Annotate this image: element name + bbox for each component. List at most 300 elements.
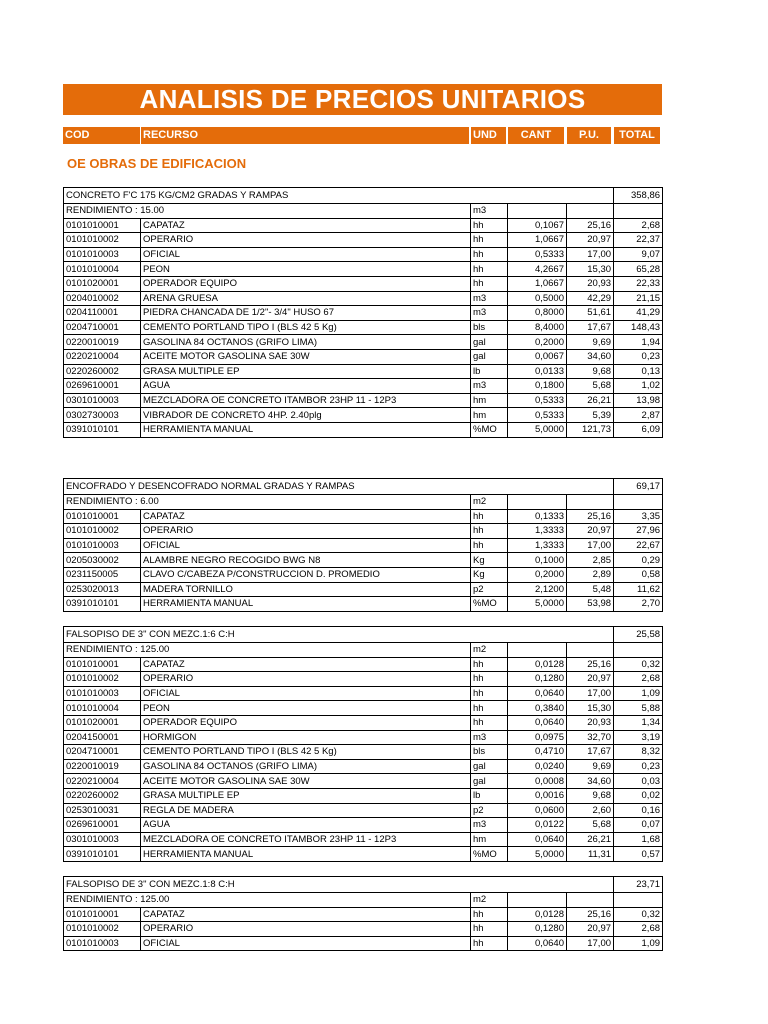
empty-cell xyxy=(614,495,663,510)
cell-pu: 20,97 xyxy=(567,524,614,539)
cell-cod: 0101010001 xyxy=(64,657,141,672)
cell-recurso: OFICIAL xyxy=(141,538,471,553)
cell-cod: 0101010002 xyxy=(64,922,141,937)
cell-recurso: CAPATAZ xyxy=(141,218,471,233)
column-header-und: UND xyxy=(471,127,506,144)
cell-total: 22,33 xyxy=(614,276,663,291)
cell-total: 0,23 xyxy=(614,349,663,364)
cell-cant: 0,5333 xyxy=(508,408,567,423)
cell-recurso: GASOLINA 84 OCTANOS (GRIFO LIMA) xyxy=(141,759,471,774)
empty-cell xyxy=(567,204,614,219)
cell-cant: 1,3333 xyxy=(508,524,567,539)
column-header-cant: CANT xyxy=(508,127,564,144)
cell-total: 2,87 xyxy=(614,408,663,423)
cell-cant: 5,0000 xyxy=(508,597,567,612)
cell-total: 1,94 xyxy=(614,335,663,350)
cell-pu: 15,30 xyxy=(567,262,614,277)
cell-und: m3 xyxy=(471,291,508,306)
cell-total: 0,07 xyxy=(614,818,663,833)
table-row xyxy=(64,788,663,803)
rendimiento-row xyxy=(64,495,663,510)
table-row xyxy=(64,233,663,248)
cell-pu: 25,16 xyxy=(567,509,614,524)
cell-cod: 0101010003 xyxy=(64,247,141,262)
cell-cant: 0,0640 xyxy=(508,936,567,951)
cell-total: 9,07 xyxy=(614,247,663,262)
cell-pu: 17,00 xyxy=(567,686,614,701)
empty-cell xyxy=(567,495,614,510)
rendimiento-row xyxy=(64,643,663,658)
table-row xyxy=(64,922,663,937)
cell-cod: 0204710001 xyxy=(64,745,141,760)
cell-cod: 0204710001 xyxy=(64,320,141,335)
cell-cod: 0101010001 xyxy=(64,509,141,524)
cell-und: lb xyxy=(471,364,508,379)
cell-cant: 0,1280 xyxy=(508,922,567,937)
cell-cant: 0,4710 xyxy=(508,745,567,760)
block-total: 25,58 xyxy=(614,627,663,643)
cell-cant: 0,5333 xyxy=(508,247,567,262)
cell-recurso: AGUA xyxy=(141,818,471,833)
cell-und: hh xyxy=(471,247,508,262)
cell-pu: 5,68 xyxy=(567,379,614,394)
cell-cant: 0,1333 xyxy=(508,509,567,524)
cell-und: hh xyxy=(471,922,508,937)
rendimiento-row xyxy=(64,204,663,219)
cell-und: hh xyxy=(471,686,508,701)
cell-total: 2,68 xyxy=(614,922,663,937)
cell-cant: 0,5333 xyxy=(508,393,567,408)
cell-pu: 17,00 xyxy=(567,247,614,262)
cell-total: 5,88 xyxy=(614,701,663,716)
table-row xyxy=(64,597,663,612)
cell-und: hh xyxy=(471,907,508,922)
cell-und: gal xyxy=(471,335,508,350)
cell-und: hh xyxy=(471,233,508,248)
cell-cod: 0220210004 xyxy=(64,774,141,789)
cell-total: 65,28 xyxy=(614,262,663,277)
table-row xyxy=(64,672,663,687)
cell-und: hh xyxy=(471,509,508,524)
cell-und: hm xyxy=(471,832,508,847)
table-row xyxy=(64,364,663,379)
cell-total: 2,68 xyxy=(614,218,663,233)
cell-total: 0,29 xyxy=(614,553,663,568)
page-title: ANALISIS DE PRECIOS UNITARIOS xyxy=(63,84,662,115)
cell-recurso: CAPATAZ xyxy=(141,657,471,672)
table-row xyxy=(64,847,663,862)
cell-und: gal xyxy=(471,349,508,364)
cell-recurso: GRASA MULTIPLE EP xyxy=(141,788,471,803)
table-row xyxy=(64,936,663,951)
cell-cod: 0204110001 xyxy=(64,306,141,321)
cell-cod: 0231150005 xyxy=(64,567,141,582)
column-header-cod: COD xyxy=(63,127,140,144)
cell-und: bls xyxy=(471,745,508,760)
cell-recurso: ACEITE MOTOR GASOLINA SAE 30W xyxy=(141,774,471,789)
cell-cod: 0253010031 xyxy=(64,803,141,818)
cell-cant: 0,0600 xyxy=(508,803,567,818)
cell-cod: 0101010002 xyxy=(64,524,141,539)
analysis-block xyxy=(63,626,662,862)
cell-cod: 0220010019 xyxy=(64,335,141,350)
cell-und: m3 xyxy=(471,306,508,321)
empty-cell xyxy=(567,893,614,908)
cell-total: 27,96 xyxy=(614,524,663,539)
cell-cant: 0,0122 xyxy=(508,818,567,833)
cell-cant: 0,0128 xyxy=(508,657,567,672)
cell-cod: 0101010003 xyxy=(64,538,141,553)
cell-cod: 0301010003 xyxy=(64,832,141,847)
cell-pu: 17,67 xyxy=(567,745,614,760)
cell-pu: 20,93 xyxy=(567,276,614,291)
cell-recurso: PEON xyxy=(141,701,471,716)
cell-pu: 32,70 xyxy=(567,730,614,745)
cell-cant: 0,2000 xyxy=(508,567,567,582)
table-row xyxy=(64,759,663,774)
cell-total: 13,98 xyxy=(614,393,663,408)
analysis-block xyxy=(63,187,662,438)
table-row xyxy=(64,538,663,553)
cell-und: gal xyxy=(471,759,508,774)
table-row xyxy=(64,379,663,394)
block-total: 69,17 xyxy=(614,479,663,495)
cell-recurso: OFICIAL xyxy=(141,686,471,701)
cell-cod: 0253020013 xyxy=(64,582,141,597)
rendimiento-unit: m2 xyxy=(471,495,508,510)
rendimiento-label: RENDIMIENTO : 125.00 xyxy=(64,643,471,658)
column-header-pu: P.U. xyxy=(567,127,611,144)
section-title: OE OBRAS DE EDIFICACION xyxy=(67,156,247,171)
cell-pu: 26,21 xyxy=(567,832,614,847)
cell-cod: 0101010002 xyxy=(64,672,141,687)
cell-cant: 0,0128 xyxy=(508,907,567,922)
cell-total: 3,35 xyxy=(614,509,663,524)
cell-und: p2 xyxy=(471,582,508,597)
block-title-row xyxy=(64,877,663,893)
table-row xyxy=(64,832,663,847)
cell-cod: 0220260002 xyxy=(64,788,141,803)
cell-cant: 0,0016 xyxy=(508,788,567,803)
cell-recurso: OPERARIO xyxy=(141,672,471,687)
cell-cod: 0302730003 xyxy=(64,408,141,423)
cell-und: %MO xyxy=(471,847,508,862)
cell-total: 21,15 xyxy=(614,291,663,306)
cell-total: 1,09 xyxy=(614,936,663,951)
cell-und: hh xyxy=(471,276,508,291)
cell-cant: 0,0240 xyxy=(508,759,567,774)
cell-und: m3 xyxy=(471,730,508,745)
analysis-table xyxy=(63,626,663,862)
cell-pu: 34,60 xyxy=(567,349,614,364)
cell-total: 0,32 xyxy=(614,657,663,672)
block-total: 358,86 xyxy=(614,188,663,204)
cell-und: hh xyxy=(471,936,508,951)
cell-pu: 9,69 xyxy=(567,335,614,350)
table-row xyxy=(64,335,663,350)
cell-recurso: ALAMBRE NEGRO RECOGIDO BWG N8 xyxy=(141,553,471,568)
cell-pu: 17,00 xyxy=(567,538,614,553)
cell-und: m3 xyxy=(471,379,508,394)
cell-recurso: CLAVO C/CABEZA P/CONSTRUCCION D. PROMEDIO xyxy=(141,567,471,582)
cell-recurso: CEMENTO PORTLAND TIPO I (BLS 42 5 Kg) xyxy=(141,320,471,335)
empty-cell xyxy=(614,893,663,908)
cell-und: hh xyxy=(471,262,508,277)
cell-recurso: OFICIAL xyxy=(141,247,471,262)
cell-und: Kg xyxy=(471,553,508,568)
cell-total: 0,16 xyxy=(614,803,663,818)
cell-cant: 1,0667 xyxy=(508,276,567,291)
cell-total: 3,19 xyxy=(614,730,663,745)
cell-total: 0,58 xyxy=(614,567,663,582)
cell-pu: 5,68 xyxy=(567,818,614,833)
cell-pu: 9,69 xyxy=(567,759,614,774)
cell-cant: 0,3840 xyxy=(508,701,567,716)
cell-cant: 8,4000 xyxy=(508,320,567,335)
cell-pu: 20,93 xyxy=(567,715,614,730)
cell-cod: 0220210004 xyxy=(64,349,141,364)
cell-pu: 17,67 xyxy=(567,320,614,335)
empty-cell xyxy=(614,204,663,219)
cell-total: 148,43 xyxy=(614,320,663,335)
cell-total: 1,68 xyxy=(614,832,663,847)
cell-und: hh xyxy=(471,538,508,553)
analysis-table xyxy=(63,187,663,438)
cell-total: 1,02 xyxy=(614,379,663,394)
cell-und: p2 xyxy=(471,803,508,818)
cell-cant: 0,0008 xyxy=(508,774,567,789)
empty-cell xyxy=(508,495,567,510)
table-row xyxy=(64,907,663,922)
table-row xyxy=(64,509,663,524)
cell-und: hh xyxy=(471,524,508,539)
cell-cod: 0101020001 xyxy=(64,276,141,291)
cell-cant: 5,0000 xyxy=(508,847,567,862)
table-row xyxy=(64,408,663,423)
cell-und: hh xyxy=(471,672,508,687)
cell-cant: 0,0640 xyxy=(508,686,567,701)
cell-cant: 5,0000 xyxy=(508,422,567,437)
cell-total: 0,13 xyxy=(614,364,663,379)
empty-cell xyxy=(508,204,567,219)
analysis-block xyxy=(63,478,662,612)
cell-recurso: HERRAMIENTA MANUAL xyxy=(141,422,471,437)
table-row xyxy=(64,745,663,760)
cell-cod: 0205030002 xyxy=(64,553,141,568)
cell-cant: 0,2000 xyxy=(508,335,567,350)
cell-total: 11,62 xyxy=(614,582,663,597)
cell-pu: 26,21 xyxy=(567,393,614,408)
cell-und: hh xyxy=(471,715,508,730)
cell-total: 6,09 xyxy=(614,422,663,437)
cell-und: %MO xyxy=(471,597,508,612)
cell-und: Kg xyxy=(471,567,508,582)
cell-cod: 0101010004 xyxy=(64,262,141,277)
table-row xyxy=(64,715,663,730)
cell-cod: 0101020001 xyxy=(64,715,141,730)
cell-cant: 0,0975 xyxy=(508,730,567,745)
cell-cant: 2,1200 xyxy=(508,582,567,597)
cell-cant: 0,0640 xyxy=(508,715,567,730)
cell-und: hh xyxy=(471,701,508,716)
block-title: CONCRETO F'C 175 KG/CM2 GRADAS Y RAMPAS xyxy=(64,188,614,204)
cell-cant: 1,0667 xyxy=(508,233,567,248)
table-row xyxy=(64,774,663,789)
rendimiento-label: RENDIMIENTO : 6.00 xyxy=(64,495,471,510)
cell-und: gal xyxy=(471,774,508,789)
cell-und: bls xyxy=(471,320,508,335)
cell-total: 0,02 xyxy=(614,788,663,803)
cell-recurso: CAPATAZ xyxy=(141,907,471,922)
cell-cod: 0204150001 xyxy=(64,730,141,745)
cell-cod: 0391010101 xyxy=(64,597,141,612)
block-title: ENCOFRADO Y DESENCOFRADO NORMAL GRADAS Y RAMPAS xyxy=(64,479,614,495)
cell-cant: 4,2667 xyxy=(508,262,567,277)
cell-recurso: MADERA TORNILLO xyxy=(141,582,471,597)
cell-pu: 42,29 xyxy=(567,291,614,306)
cell-cant: 1,3333 xyxy=(508,538,567,553)
cell-recurso: ARENA GRUESA xyxy=(141,291,471,306)
cell-total: 41,29 xyxy=(614,306,663,321)
cell-total: 2,68 xyxy=(614,672,663,687)
cell-recurso: HERRAMIENTA MANUAL xyxy=(141,597,471,612)
table-row xyxy=(64,803,663,818)
cell-recurso: OPERADOR EQUIPO xyxy=(141,715,471,730)
cell-cant: 0,1067 xyxy=(508,218,567,233)
cell-cod: 0301010003 xyxy=(64,393,141,408)
table-row xyxy=(64,393,663,408)
cell-cant: 0,0640 xyxy=(508,832,567,847)
cell-recurso: OPERARIO xyxy=(141,233,471,248)
cell-recurso: HORMIGON xyxy=(141,730,471,745)
cell-pu: 2,89 xyxy=(567,567,614,582)
column-header-total: TOTAL xyxy=(614,127,660,144)
cell-pu: 51,61 xyxy=(567,306,614,321)
cell-cod: 0101010004 xyxy=(64,701,141,716)
cell-und: hh xyxy=(471,657,508,672)
cell-recurso: PIEDRA CHANCADA DE 1/2"- 3/4" HUSO 67 xyxy=(141,306,471,321)
cell-pu: 2,60 xyxy=(567,803,614,818)
cell-cant: 0,0133 xyxy=(508,364,567,379)
cell-recurso: OPERARIO xyxy=(141,524,471,539)
block-title-row xyxy=(64,479,663,495)
cell-pu: 20,97 xyxy=(567,922,614,937)
cell-pu: 20,97 xyxy=(567,233,614,248)
cell-cod: 0391010101 xyxy=(64,422,141,437)
cell-total: 22,37 xyxy=(614,233,663,248)
cell-total: 0,32 xyxy=(614,907,663,922)
cell-recurso: MEZCLADORA OE CONCRETO ITAMBOR 23HP 11 - 12P3 xyxy=(141,832,471,847)
cell-pu: 25,16 xyxy=(567,657,614,672)
rendimiento-unit: m2 xyxy=(471,893,508,908)
cell-pu: 121,73 xyxy=(567,422,614,437)
rendimiento-row xyxy=(64,893,663,908)
cell-pu: 34,60 xyxy=(567,774,614,789)
cell-cod: 0101010003 xyxy=(64,686,141,701)
cell-recurso: OFICIAL xyxy=(141,936,471,951)
table-row xyxy=(64,422,663,437)
cell-recurso: HERRAMIENTA MANUAL xyxy=(141,847,471,862)
cell-total: 8,32 xyxy=(614,745,663,760)
analysis-block xyxy=(63,876,662,951)
table-row xyxy=(64,582,663,597)
cell-recurso: OPERARIO xyxy=(141,922,471,937)
cell-cod: 0269610001 xyxy=(64,818,141,833)
table-row xyxy=(64,730,663,745)
cell-total: 1,09 xyxy=(614,686,663,701)
cell-recurso: ACEITE MOTOR GASOLINA SAE 30W xyxy=(141,349,471,364)
column-header-recurso: RECURSO xyxy=(141,127,469,144)
cell-cod: 0220260002 xyxy=(64,364,141,379)
cell-pu: 15,30 xyxy=(567,701,614,716)
empty-cell xyxy=(508,893,567,908)
rendimiento-label: RENDIMIENTO : 15.00 xyxy=(64,204,471,219)
cell-cant: 0,1000 xyxy=(508,553,567,568)
cell-cod: 0101010001 xyxy=(64,907,141,922)
empty-cell xyxy=(567,643,614,658)
table-row xyxy=(64,818,663,833)
cell-recurso: CAPATAZ xyxy=(141,509,471,524)
table-row xyxy=(64,247,663,262)
cell-cod: 0204010002 xyxy=(64,291,141,306)
cell-cant: 0,8000 xyxy=(508,306,567,321)
rendimiento-unit: m2 xyxy=(471,643,508,658)
table-row xyxy=(64,320,663,335)
table-row xyxy=(64,291,663,306)
table-row xyxy=(64,553,663,568)
cell-total: 22,67 xyxy=(614,538,663,553)
cell-recurso: REGLA DE MADERA xyxy=(141,803,471,818)
cell-recurso: VIBRADOR DE CONCRETO 4HP. 2.40plg xyxy=(141,408,471,423)
cell-pu: 20,97 xyxy=(567,672,614,687)
cell-recurso: OPERADOR EQUIPO xyxy=(141,276,471,291)
cell-pu: 17,00 xyxy=(567,936,614,951)
cell-total: 0,57 xyxy=(614,847,663,862)
cell-cant: 0,1280 xyxy=(508,672,567,687)
cell-und: m3 xyxy=(471,818,508,833)
cell-cod: 0101010001 xyxy=(64,218,141,233)
cell-cant: 0,0067 xyxy=(508,349,567,364)
cell-pu: 9,68 xyxy=(567,788,614,803)
rendimiento-unit: m3 xyxy=(471,204,508,219)
cell-recurso: GRASA MULTIPLE EP xyxy=(141,364,471,379)
table-row xyxy=(64,686,663,701)
cell-recurso: CEMENTO PORTLAND TIPO I (BLS 42 5 Kg) xyxy=(141,745,471,760)
table-row xyxy=(64,218,663,233)
cell-pu: 2,85 xyxy=(567,553,614,568)
table-row xyxy=(64,349,663,364)
cell-cod: 0101010003 xyxy=(64,936,141,951)
table-row xyxy=(64,701,663,716)
block-title: FALSOPISO DE 3" CON MEZC.1:8 C:H xyxy=(64,877,614,893)
cell-cod: 0220010019 xyxy=(64,759,141,774)
cell-pu: 11,31 xyxy=(567,847,614,862)
cell-und: hh xyxy=(471,218,508,233)
rendimiento-label: RENDIMIENTO : 125.00 xyxy=(64,893,471,908)
cell-und: hm xyxy=(471,393,508,408)
cell-recurso: AGUA xyxy=(141,379,471,394)
cell-total: 2,70 xyxy=(614,597,663,612)
cell-cod: 0391010101 xyxy=(64,847,141,862)
cell-total: 0,03 xyxy=(614,774,663,789)
cell-recurso: MEZCLADORA OE CONCRETO ITAMBOR 23HP 11 - 12P3 xyxy=(141,393,471,408)
cell-cod: 0269610001 xyxy=(64,379,141,394)
table-row xyxy=(64,276,663,291)
cell-total: 0,23 xyxy=(614,759,663,774)
cell-pu: 25,16 xyxy=(567,907,614,922)
empty-cell xyxy=(614,643,663,658)
cell-pu: 9,68 xyxy=(567,364,614,379)
